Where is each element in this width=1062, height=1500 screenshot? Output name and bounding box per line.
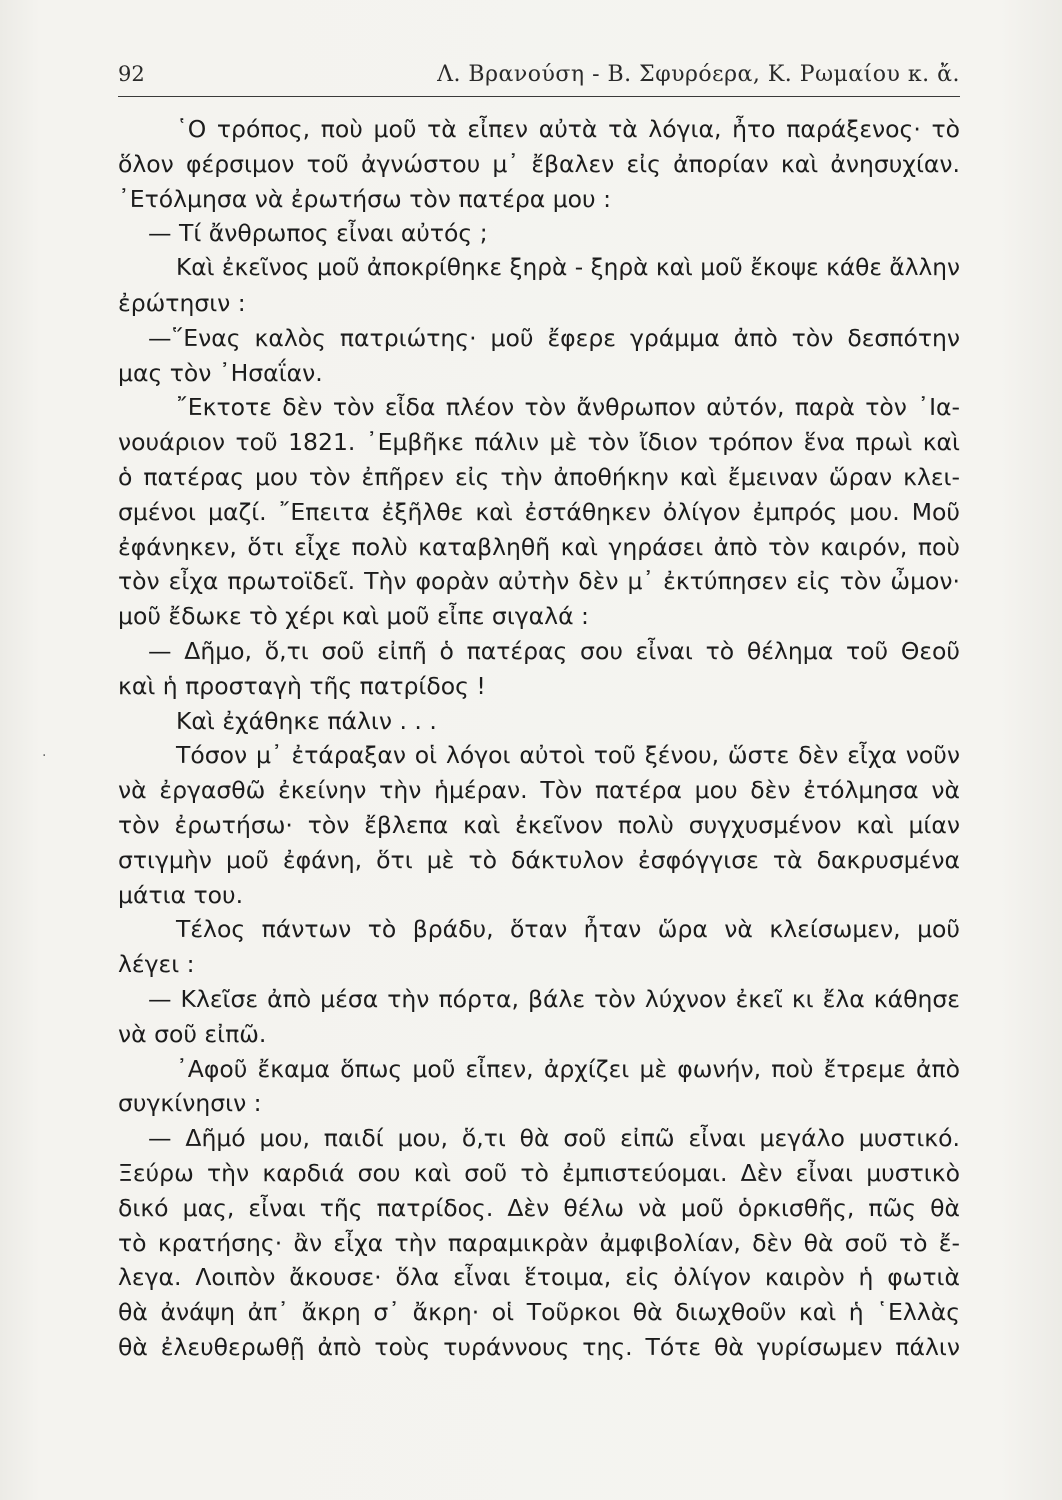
page-number: 92 [118,62,145,86]
text-line: τὸν ἐρωτήσω· τὸν ἔβλεπα καὶ ἐκεῖνον πολὺ συγχυσμένον καὶ μίαν [118,810,960,839]
text-line: ῎Εκτοτε δὲν τὸν εἶδα πλέον τὸν ἄνθρωπον αὐτόν, παρὰ τὸν ᾽Ια- [176,393,960,422]
paragraph [118,982,960,1052]
paragraph [118,1121,960,1365]
text-line: Τέλος πάντων τὸ βράδυ, ὅταν ἦταν ὥρα νὰ κλείσωμεν, μοῦ [176,915,960,944]
paragraph [118,216,960,251]
text-line: νὰ σοῦ εἰπῶ. [118,1019,267,1048]
text-line: μοῦ ἔδωκε τὸ χέρι καὶ μοῦ εἶπε σιγαλά : [118,602,589,631]
text-line: — Δῆμο, ὅ,τι σοῦ εἰπῆ ὁ πατέρας σου εἶναι τὸ θέλημα τοῦ Θεοῦ [148,636,960,665]
text-line: σμένοι μαζί. ῎Επειτα ἐξῆλθε καὶ ἐστάθηκεν ὀλίγον ἐμπρός μου. Μοῦ [118,497,960,526]
text-line: ὁ πατέρας μου τὸν ἐπῆρεν εἰς τὴν ἀποθήκην καὶ ἔμειναν ὥραν κλει- [118,462,960,491]
text-line: ῾Ο τρόπος, ποὺ μοῦ τὰ εἶπεν αὐτὰ τὰ λόγια, ἦτο παράξενος· τὸ [176,115,960,143]
text-line: λεγα. Λοιπὸν ἄκουσε· ὅλα εἶναι ἕτοιμα, εἰς ὀλίγον καιρὸν ἡ φωτιὰ [118,1263,960,1292]
text-line: λέγει : [118,950,195,979]
text-line: ἐρώτησιν : [118,288,246,317]
text-line: Καὶ ἐχάθηκε πάλιν . . . [176,706,437,735]
paragraph [118,912,960,982]
page-header [118,60,960,97]
text-line: θὰ ἐλευθερωθῇ ἀπὸ τοὺς τυράννους της. Τότε θὰ γυρίσωμεν πάλιν [118,1332,960,1361]
text-line: Ξεύρω τὴν καρδιά σου καὶ σοῦ τὸ ἐμπιστεύομαι. Δὲν εἶναι μυστικὸ [118,1158,960,1187]
paragraph [118,321,960,391]
margin-mark: · [42,748,47,764]
paragraph [118,634,960,704]
text-line: μάτια του. [118,880,244,909]
text-line: καὶ ἡ προσταγὴ τῆς πατρίδος ! [118,671,486,700]
text-line: — Τί ἄνθρωπος εἶναι αὐτός ; [148,219,488,248]
text-line: —῞Ενας καλὸς πατριώτης· μοῦ ἔφερε γράμμα ἀπὸ τὸν δεσπότην [148,323,960,352]
text-line: νὰ ἐργασθῶ ἐκείνην τὴν ἡμέραν. Τὸν πατέρα μου δὲν ἐτόλμησα νὰ [118,776,960,805]
text-line: Καὶ ἐκεῖνος μοῦ ἀποκρίθηκε ξηρὰ - ξηρὰ καὶ μοῦ ἔκοψε κάθε ἄλλην [176,254,960,282]
text-line: δικό μας, εἶναι τῆς πατρίδος. Δὲν θέλω νὰ μοῦ ὁρκισθῆς, πῶς θὰ [118,1193,960,1222]
paragraph [118,704,960,739]
paragraph [118,112,960,216]
text-line: τὸν εἶχα πρωτοϊδεῖ. Τὴν φορὰν αὐτὴν δὲν μ᾽ ἐκτύπησεν εἰς τὸν ὦμον· [118,567,960,596]
running-head: Λ. Βρανούση - Β. Σφυρόερα, Κ. Ρωμαίου κ. ἄ. [437,62,960,87]
body-text [118,112,960,1365]
text-line: τὸ κρατήσης· ἂν εἶχα τὴν παραμικρὰν ἀμφιβολίαν, δὲν θὰ σοῦ τὸ ἔ- [118,1228,960,1257]
text-line: θὰ ἀνάψη ἀπ᾽ ἄκρη σ᾽ ἄκρη· οἱ Τοῦρκοι θὰ διωχθοῦν καὶ ἡ ῾Ελλὰς [118,1298,960,1327]
text-line: στιγμὴν μοῦ ἐφάνη, ὅτι μὲ τὸ δάκτυλον ἐσφόγγισε τὰ δακρυσμένα [118,845,960,874]
text-line: — Δῆμό μου, παιδί μου, ὅ,τι θὰ σοῦ εἰπῶ εἶναι μεγάλο μυστικό. [148,1124,960,1153]
text-line: Τόσον μ᾽ ἐτάραξαν οἱ λόγοι αὐτοὶ τοῦ ξένου, ὥστε δὲν εἶχα νοῦν [176,741,960,770]
text-line: — Κλεῖσε ἀπὸ μέσα τὴν πόρτα, βάλε τὸν λύχνον ἐκεῖ κι ἔλα κάθησε [148,984,960,1013]
text-line: μας τὸν ᾽Ησαΐαν. [118,358,323,387]
text-line: ὅλον φέρσιμον τοῦ ἀγνώστου μ᾽ ἔβαλεν εἰς ἀπορίαν καὶ ἀνησυχίαν. [118,149,960,178]
text-line: νουάριον τοῦ 1821. ᾽Εμβῆκε πάλιν μὲ τὸν ἴδιον τρόπον ἕνα πρωὶ καὶ [118,428,960,457]
text-line: ἐφάνηκεν, ὅτι εἶχε πολὺ καταβληθῆ καὶ γηράσει ἀπὸ τὸν καιρόν, ποὺ [118,532,960,561]
text-line: συγκίνησιν : [118,1089,262,1118]
paragraph [118,251,960,321]
paragraph [118,1052,960,1122]
text-line: ᾽Ετόλμησα νὰ ἐρωτήσω τὸν πατέρα μου : [118,184,612,213]
text-line: ᾽Αφοῦ ἔκαμα ὅπως μοῦ εἶπεν, ἀρχίζει μὲ φωνήν, ποὺ ἔτρεμε ἀπὸ [176,1054,960,1083]
paragraph [118,738,960,912]
paragraph [118,390,960,634]
